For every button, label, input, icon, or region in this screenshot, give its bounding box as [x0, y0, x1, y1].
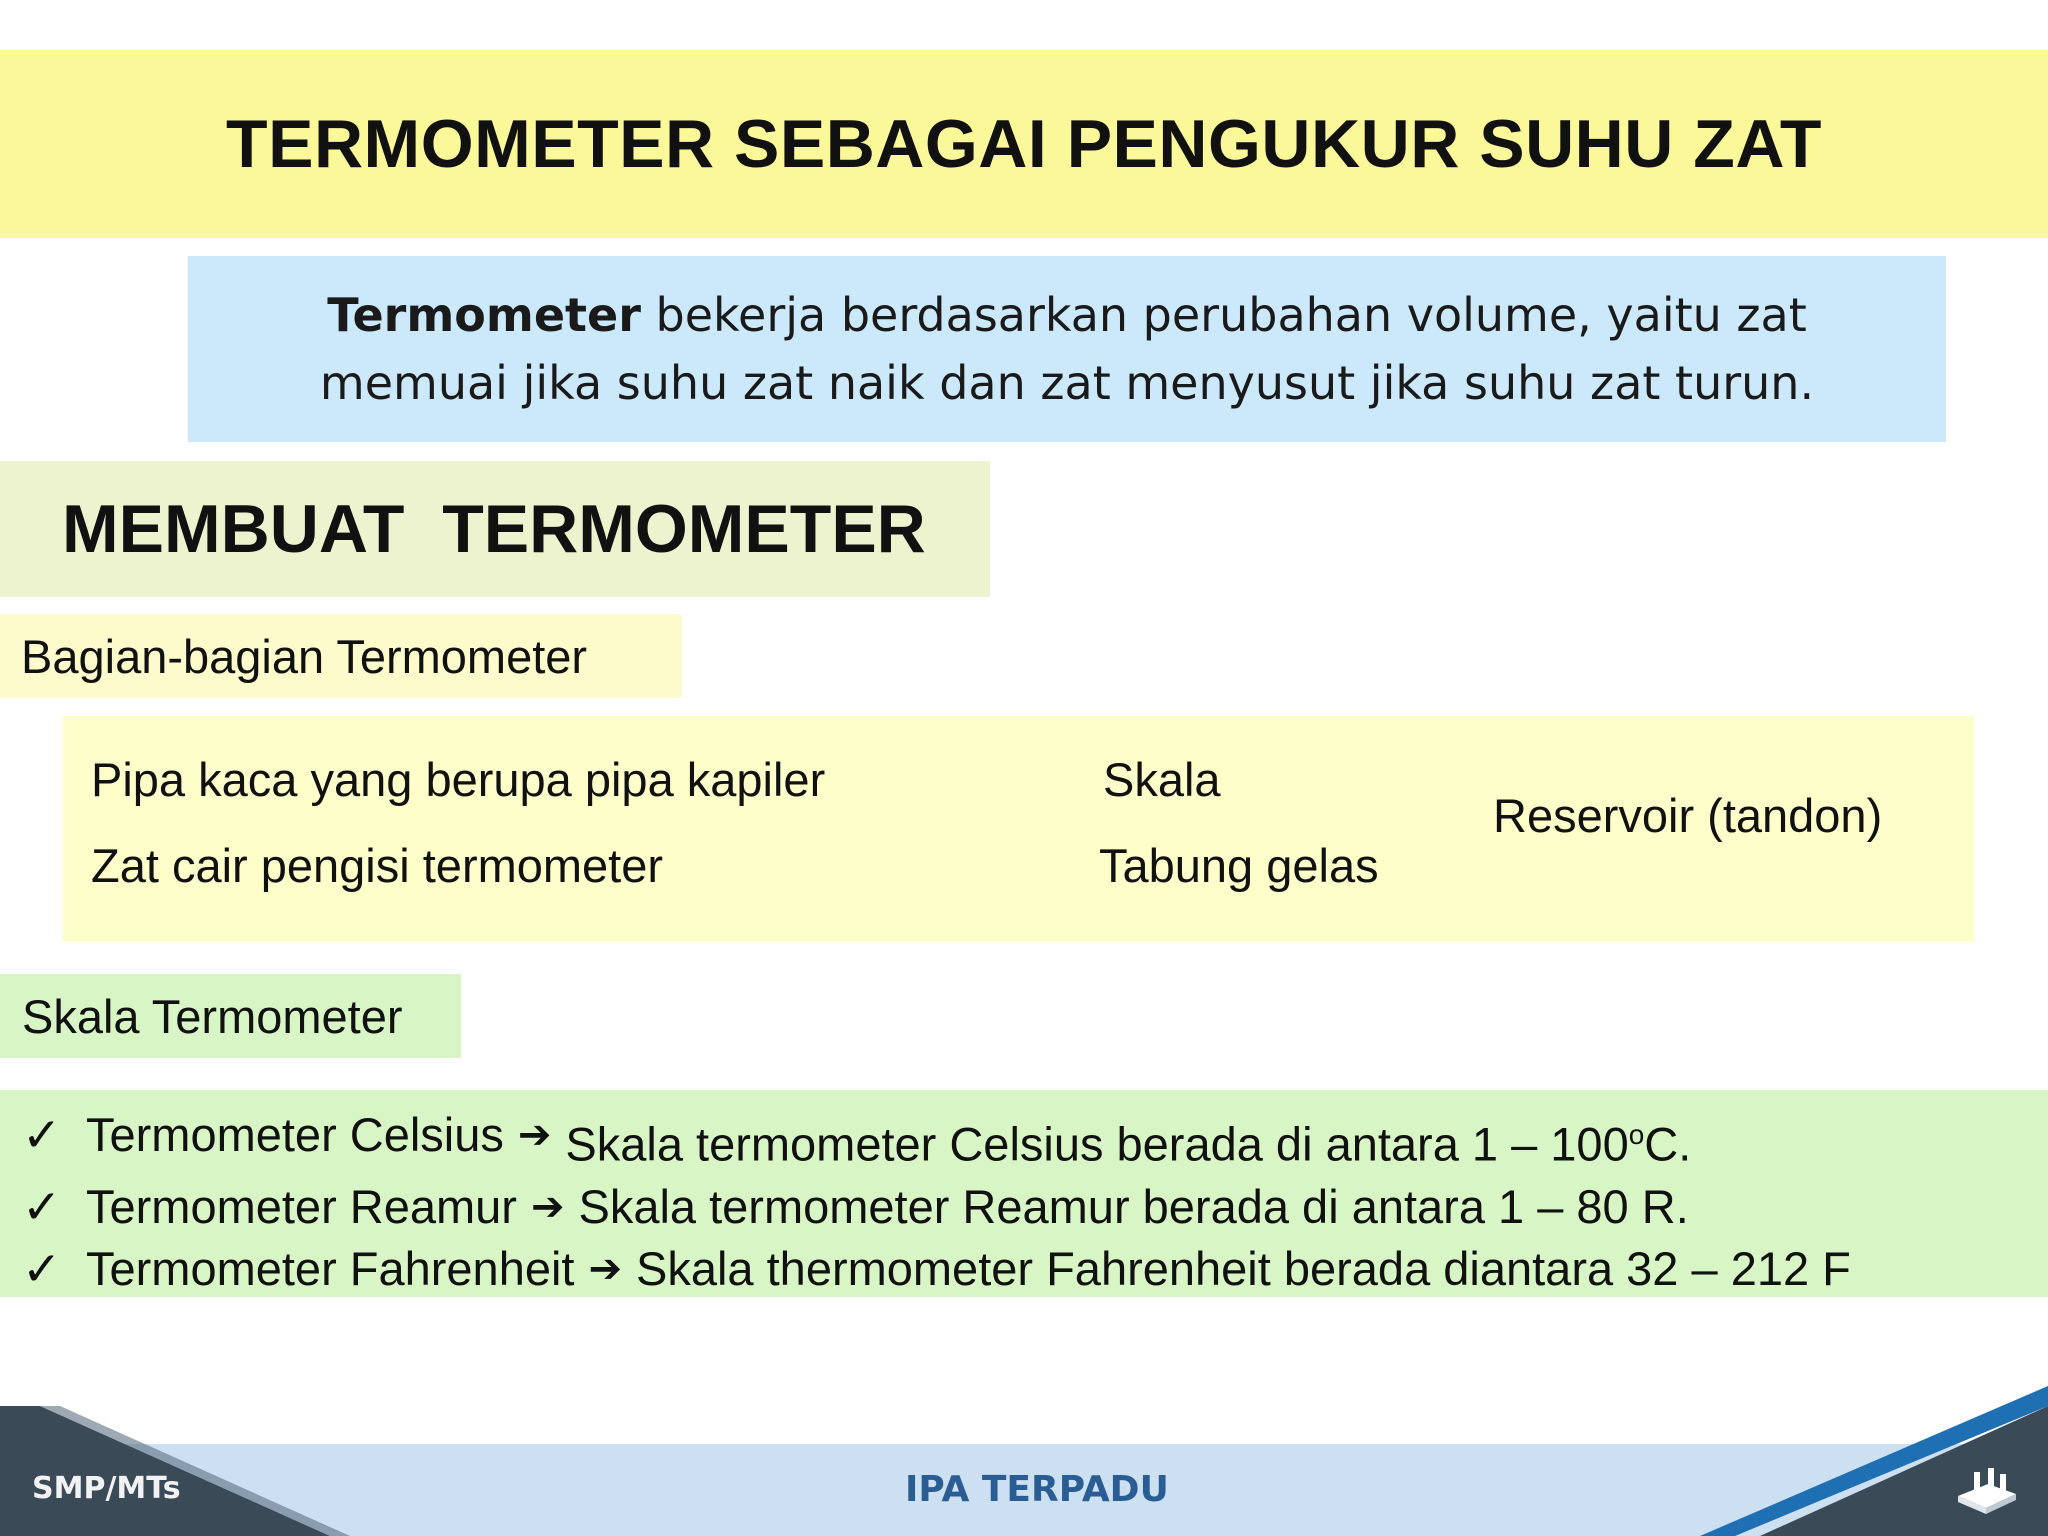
check-icon: ✓ — [22, 1179, 62, 1233]
scale-list — [0, 1090, 2048, 1297]
scale-name: Termometer Celsius — [86, 1108, 504, 1161]
scale-name: Termometer Fahrenheit — [86, 1241, 575, 1295]
arrow-right-icon: ➔ — [588, 1245, 622, 1292]
definition-text — [228, 281, 1906, 417]
scale-item-fahrenheit — [22, 1238, 2048, 1300]
scale-desc: Skala termometer Celsius berada di antara 1 – 100$^o$C. — [565, 1117, 1692, 1171]
scale-item-celsius — [22, 1104, 2048, 1176]
footer-level-label: SMP/MTs — [32, 1471, 181, 1506]
part-item-scale: Skala — [1103, 753, 1221, 806]
check-icon: ✓ — [22, 1108, 62, 1161]
definition-box — [188, 256, 1946, 442]
part-item-reservoir: Reservoir (tandon) — [1493, 789, 1883, 842]
footer-graphic — [0, 1386, 2048, 1536]
check-icon: ✓ — [22, 1241, 62, 1295]
publisher-logo-icon — [1954, 1466, 2020, 1516]
arrow-right-icon: ➔ — [517, 1112, 552, 1158]
arrow-right-icon: ➔ — [530, 1183, 565, 1230]
section-heading: MEMBUAT TERMOMETER — [62, 491, 926, 567]
footer — [0, 1386, 2048, 1536]
scale-name: Termometer Reamur — [86, 1179, 517, 1233]
section-heading-box — [0, 461, 990, 597]
scale-item-reamur — [22, 1176, 2048, 1238]
scale-desc: Skala thermometer Fahrenheit berada diantara 32 – 212 F — [636, 1241, 1851, 1295]
scale-label: Skala Termometer — [0, 974, 461, 1058]
part-item-capillary: Pipa kaca yang berupa pipa kapiler — [91, 753, 826, 806]
title-banner — [0, 50, 2048, 238]
definition-body: bekerja berdasarkan perubahan volume, yaitu zat memuai jika suhu zat naik dan zat menyusut jika suhu zat turun. — [319, 288, 1815, 410]
part-item-liquid: Zat cair pengisi termometer — [91, 839, 664, 892]
scale-desc: Skala termometer Reamur berada di antara 1 – 80 R. — [578, 1179, 1689, 1233]
definition-term: Termometer — [327, 288, 641, 342]
parts-box — [63, 716, 1974, 942]
footer-subject-label: IPA TERPADU — [905, 1469, 1169, 1510]
slide-title: TERMOMETER SEBAGAI PENGUKUR SUHU ZAT — [226, 106, 1822, 182]
part-item-glass-tube: Tabung gelas — [1099, 839, 1379, 892]
parts-label: Bagian-bagian Termometer — [0, 614, 682, 698]
